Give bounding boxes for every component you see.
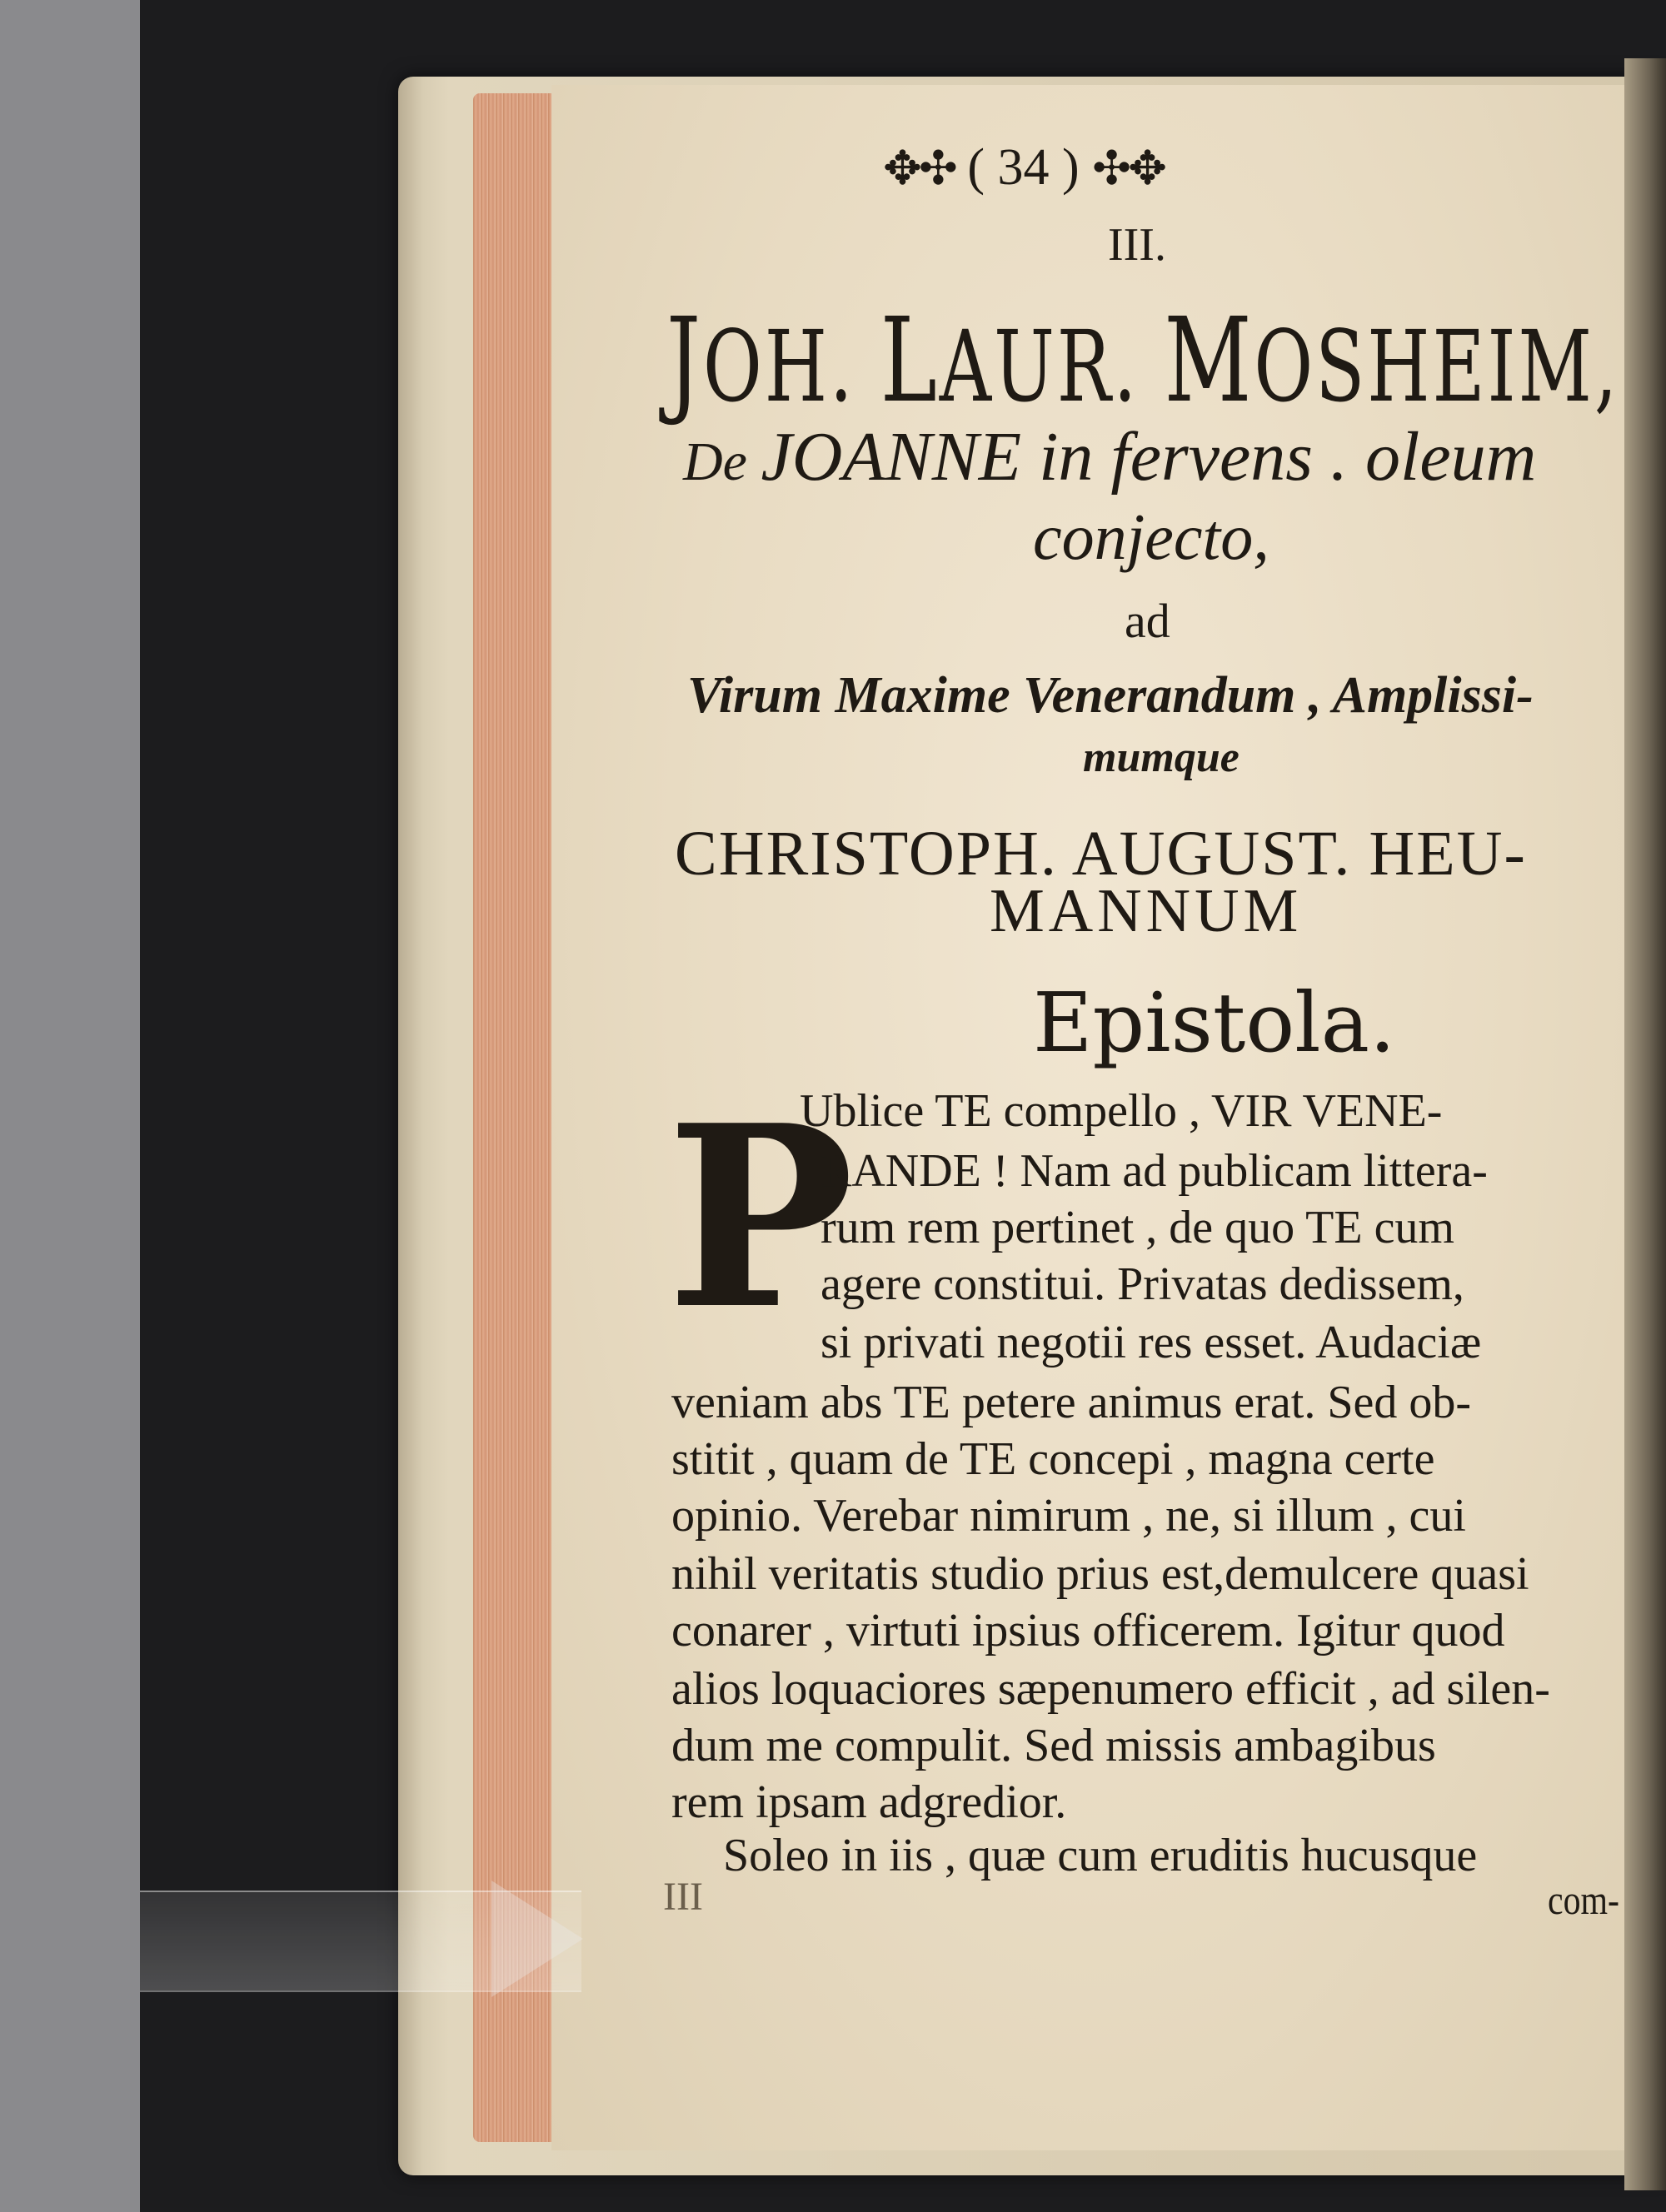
ornament-right-icon: ✣✥ bbox=[1092, 143, 1164, 195]
body-line: si privati negotii res esset. Audaciæ bbox=[821, 1317, 1482, 1368]
body-line: conarer , virtuti ipsius officerem. Igitur quod bbox=[671, 1605, 1505, 1657]
author-name: JOH. LAUR. MOSHEIM, bbox=[666, 293, 1620, 429]
body-line: nihil veritatis studio prius est,demulcere quasi bbox=[671, 1548, 1529, 1600]
body-line: Ublice TE compello , VIR VENE- bbox=[800, 1085, 1443, 1137]
body-line: rem ipsam adgredior. bbox=[671, 1776, 1067, 1828]
body-line: Soleo in iis , quæ cum eruditis hucusque bbox=[723, 1830, 1478, 1881]
body-line: RANDE ! Nam ad publicam littera- bbox=[821, 1145, 1488, 1197]
book-gutter bbox=[1624, 58, 1666, 2190]
body-line: alios loquaciores sæpenumero efficit , ad silen- bbox=[671, 1663, 1550, 1715]
page-edge bbox=[473, 93, 551, 2142]
body-line: rum rem pertinet , de quo TE cum bbox=[821, 1202, 1454, 1253]
catchword: com- bbox=[1548, 1876, 1619, 1923]
title-line-1: De JOANNE in fervens . oleum bbox=[683, 418, 1537, 496]
bookmark-ribbon-tip bbox=[491, 1881, 583, 1997]
recipient-line-2: mumque bbox=[1083, 734, 1240, 781]
body-line: agere constitui. Privatas dedissem, bbox=[821, 1258, 1464, 1310]
body-line: opinio. Verebar nimirum , ne, si illum , cui bbox=[671, 1490, 1466, 1542]
recipient-name-line-2: MANNUM bbox=[990, 877, 1303, 945]
ad-word: ad bbox=[1125, 594, 1170, 648]
scanner-background bbox=[0, 0, 140, 2212]
page-number: ( 34 ) bbox=[967, 139, 1080, 196]
page-header bbox=[883, 138, 1299, 197]
drop-cap: P bbox=[666, 1070, 855, 1364]
body-line: veniam abs TE petere animus erat. Sed ob- bbox=[671, 1377, 1471, 1428]
body-line: stitit , quam de TE concepi , magna certe bbox=[671, 1433, 1435, 1485]
heading-epistola: Epistola. bbox=[1033, 976, 1396, 1071]
ornament-left-icon: ✥✣ bbox=[883, 143, 955, 195]
section-number: III. bbox=[1108, 219, 1166, 271]
recipient-name-line-1: CHRISTOPH. AUGUST. HEU- bbox=[675, 819, 1527, 889]
recipient-line-1: Virum Maxime Venerandum , Amplissi- bbox=[687, 667, 1534, 724]
body-line: dum me compulit. Sed missis ambagibus bbox=[671, 1720, 1436, 1771]
title-line-2: conjecto, bbox=[1033, 501, 1269, 573]
signature-mark: III bbox=[663, 1875, 703, 1919]
